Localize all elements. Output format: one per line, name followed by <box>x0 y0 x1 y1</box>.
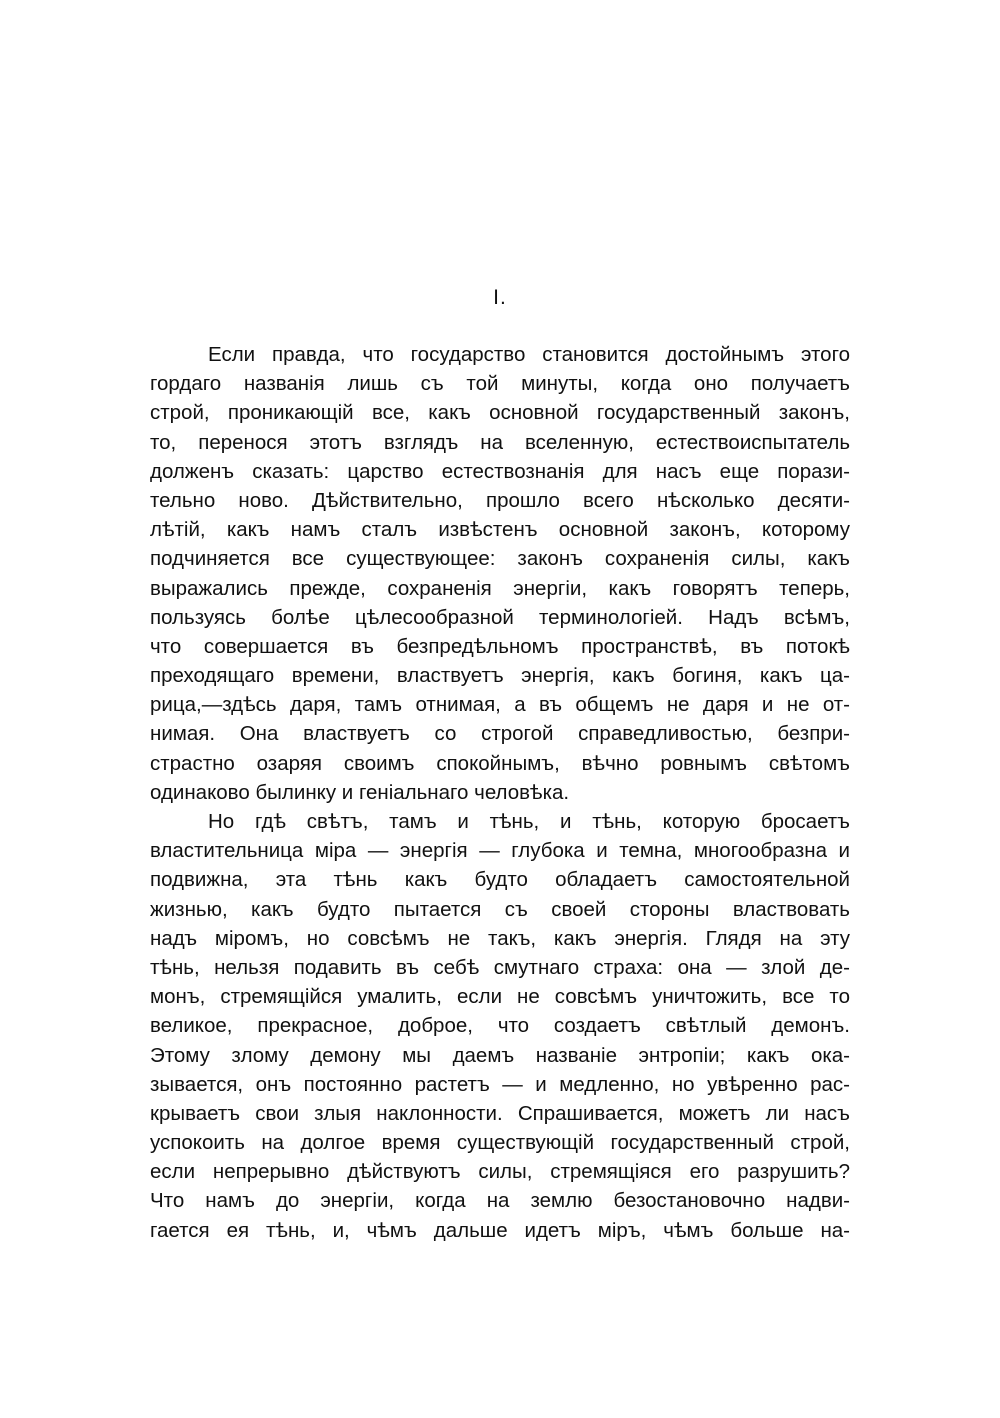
text-line: если непрерывно дѣйствуютъ силы, стремящіяся его разрушить? <box>150 1160 850 1184</box>
text-line: Что намъ до энергіи, когда на землю безостановочно надви- <box>150 1189 850 1213</box>
text-line: страстно озаряя своимъ спокойнымъ, вѣчно ровнымъ свѣтомъ <box>150 751 850 775</box>
text-line: преходящаго времени, властвуетъ энергія, какъ богиня, какъ ца- <box>150 664 850 688</box>
text-line: властительница міра — энергія — глубока и темна, многообразна и <box>150 839 850 863</box>
text-line: долженъ сказать: царство естествознанія для насъ еще порази- <box>150 459 850 483</box>
text-line: Этому злому демону мы даемъ названіе энтропіи; какъ ока- <box>150 1043 850 1067</box>
text-line: лѣтій, какъ намъ сталъ извѣстенъ основной законъ, которому <box>150 518 850 542</box>
text-line: выражались прежде, сохраненія энергіи, какъ говорятъ теперь, <box>150 576 850 600</box>
text-line: нимая. Она властвуетъ со строгой справедливостью, безпри- <box>150 722 850 746</box>
body-text <box>150 340 850 1245</box>
paragraph-2 <box>150 807 850 1245</box>
text-line: Если правда, что государство становится достойнымъ этого <box>208 343 850 366</box>
text-line: гордаго названія лишь съ той минуты, когда оно получаетъ <box>150 372 850 396</box>
text-line: Но гдѣ свѣтъ, тамъ и тѣнь, и тѣнь, которую бросаетъ <box>208 810 850 833</box>
text-line: надъ міромъ, но совсѣмъ не такъ, какъ энергія. Глядя на эту <box>150 926 850 950</box>
text-line: крываетъ свои злыя наклонности. Спрашивается, можетъ ли насъ <box>150 1101 850 1125</box>
text-line: что совершается въ безпредѣльномъ пространствѣ, въ потокѣ <box>150 634 850 658</box>
text-line: то, перенося этотъ взглядъ на вселенную, естествоиспытатель <box>150 430 850 454</box>
text-line: подчиняется все существующее: законъ сохраненія силы, какъ <box>150 547 850 571</box>
text-line: жизнью, какъ будто пытается съ своей стороны властвовать <box>150 897 850 921</box>
text-line: пользуясь болѣе цѣлесообразной терминологіей. Надъ всѣмъ, <box>150 605 850 629</box>
text-line: строй, проникающій все, какъ основной государственный законъ, <box>150 401 850 425</box>
text-line: рица,—здѣсь даря, тамъ отнимая, а въ общемъ не даря и не от- <box>150 693 850 717</box>
chapter-heading: I. <box>493 286 507 309</box>
text-line: успокоить на долгое время существующій государственный строй, <box>150 1131 850 1155</box>
text-line: великое, прекрасное, доброе, что создаетъ свѣтлый демонъ. <box>150 1014 850 1038</box>
text-line: подвижна, эта тѣнь какъ будто обладаетъ самостоятельной <box>150 868 850 892</box>
text-line: гается ея тѣнь, и, чѣмъ дальше идетъ міръ, чѣмъ больше на- <box>150 1218 850 1242</box>
text-line: тельно ново. Дѣйствительно, прошло всего нѣсколько десяти- <box>150 488 850 512</box>
text-line: одинаково былинку и геніальнаго человѣка. <box>150 780 570 804</box>
text-line: зывается, онъ постоянно растетъ — и медленно, но увѣренно рас- <box>150 1072 850 1096</box>
text-line: тѣнь, нельзя подавить въ себѣ смутнаго страха: она — злой де- <box>150 955 850 979</box>
paragraph-1 <box>150 340 850 807</box>
text-line: монъ, стремящійся умалить, если не совсѣмъ уничтожить, все то <box>150 985 850 1009</box>
